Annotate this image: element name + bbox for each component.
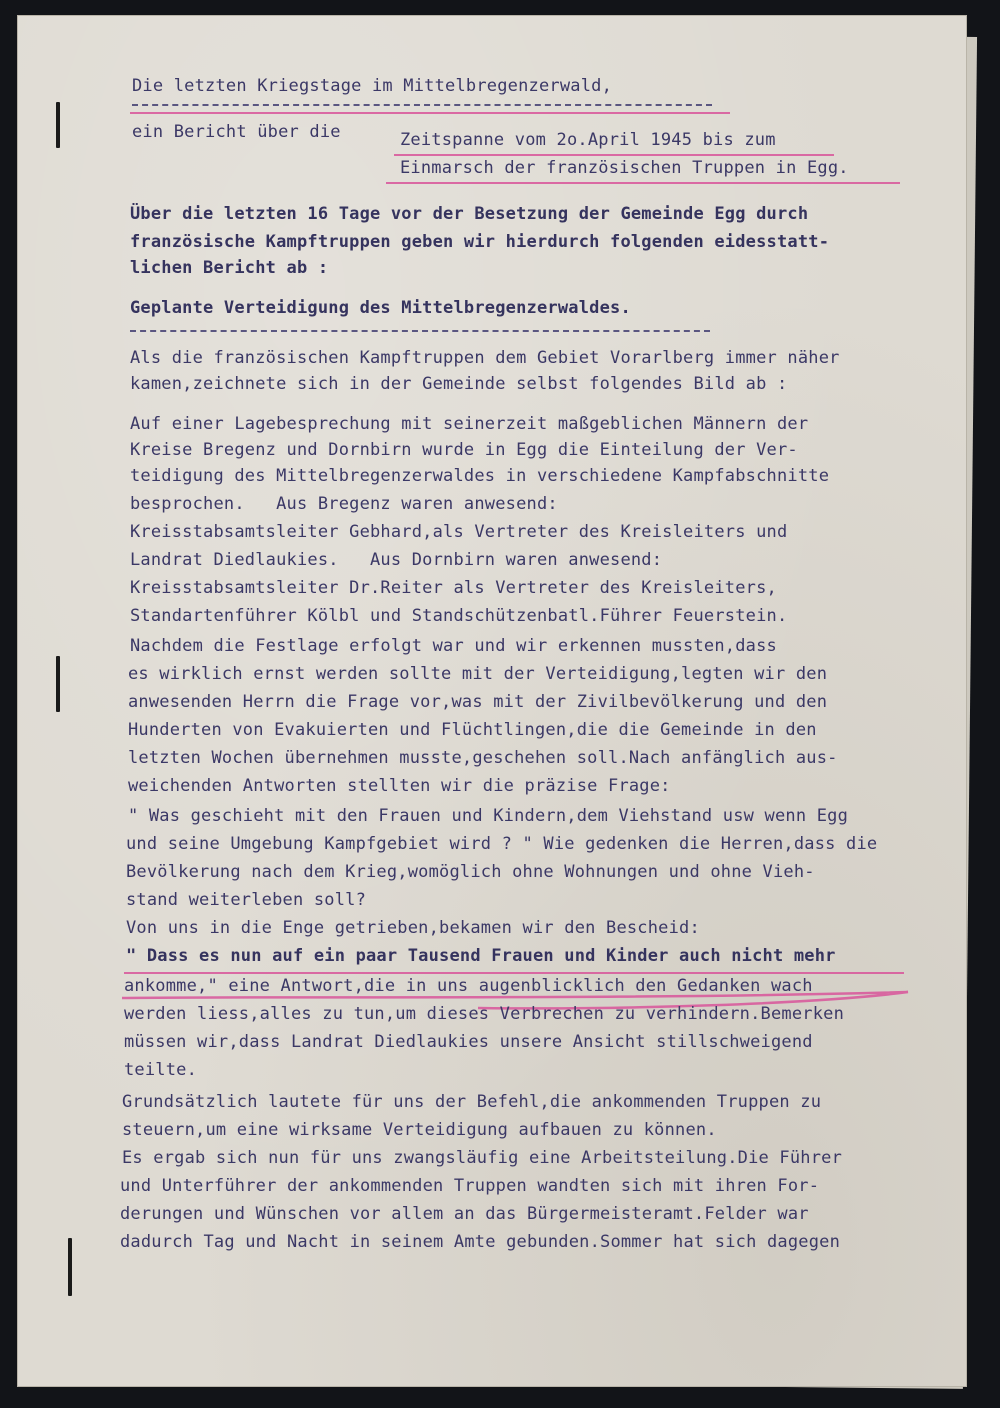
title-highlight-line bbox=[130, 112, 730, 114]
body-line: " Was geschieht mit den Frauen und Kindern,dem Viehstand usw wenn Egg bbox=[128, 806, 849, 826]
body-line: dadurch Tag und Nacht in seinem Amte gebunden.Sommer hat sich dagegen bbox=[120, 1232, 841, 1252]
body-line: Es ergab sich nun für uns zwangsläufig eine Arbeitsteilung.Die Führer bbox=[122, 1148, 843, 1168]
body-line: Auf einer Lagebesprechung mit seinerzeit maßgeblichen Männern der bbox=[130, 414, 809, 434]
body-line: weichenden Antworten stellten wir die präzise Frage: bbox=[128, 776, 671, 796]
body-line: besprochen. Aus Bregenz waren anwesend: bbox=[130, 494, 558, 514]
binding-mark-bottom bbox=[68, 1238, 72, 1296]
body-line: Landrat Diedlaukies. Aus Dornbirn waren anwesend: bbox=[130, 550, 663, 570]
typewritten-page bbox=[18, 16, 966, 1386]
body-line: " Dass es nun auf ein paar Tausend Frauen und Kinder auch nicht mehr bbox=[126, 946, 836, 966]
body-line: steuern,um eine wirksame Verteidigung aufbauen zu können. bbox=[122, 1120, 717, 1140]
body-line: derungen und Wünschen vor allem an das Bürgermeisteramt.Felder war bbox=[120, 1204, 809, 1224]
title-underline bbox=[132, 104, 712, 106]
section-heading-underline bbox=[130, 330, 710, 332]
body-line: Nachdem die Festlage erfolgt war und wir erkennen mussten,dass bbox=[130, 636, 777, 656]
body-line: Grundsätzlich lautete für uns der Befehl,die ankommenden Truppen zu bbox=[122, 1092, 822, 1112]
body-line: es wirklich ernst werden sollte mit der Verteidigung,legten wir den bbox=[128, 664, 828, 684]
binding-mark-middle bbox=[56, 656, 60, 712]
body-line: Bevölkerung nach dem Krieg,womöglich ohne Wohnungen und ohne Vieh- bbox=[126, 862, 815, 882]
intro-line-3: lichen Bericht ab : bbox=[130, 258, 329, 278]
body-line: anwesenden Herrn die Frage vor,was mit der Zivilbevölkerung und den bbox=[128, 692, 828, 712]
body-line: und seine Umgebung Kampfgebiet wird ? " Wie gedenken die Herren,dass die bbox=[126, 834, 878, 854]
body-line: Als die französischen Kampftruppen dem Gebiet Vorarlberg immer näher bbox=[130, 348, 840, 368]
subtitle-highlight-line-1 bbox=[394, 154, 834, 156]
body-line: Kreisstabsamtsleiter Dr.Reiter als Vertreter des Kreisleiters, bbox=[130, 578, 777, 598]
body-line: Standartenführer Kölbl und Standschützenbatl.Führer Feuerstein. bbox=[130, 606, 788, 626]
body-line: letzten Wochen übernehmen musste,geschehen soll.Nach anfänglich aus- bbox=[128, 748, 838, 768]
body-line: teidigung des Mittelbregenzerwaldes in verschiedene Kampfabschnitte bbox=[130, 466, 830, 486]
body-line: ankomme," eine Antwort,die in uns augenblicklich den Gedanken wach bbox=[124, 976, 813, 996]
subtitle-highlight-line-2 bbox=[386, 182, 900, 184]
body-line: kamen,zeichnete sich in der Gemeinde selbst folgendes Bild ab : bbox=[130, 374, 788, 394]
intro-line-1: Über die letzten 16 Tage vor der Besetzung der Gemeinde Egg durch bbox=[130, 204, 809, 224]
body-line: und Unterführer der ankommenden Truppen wandten sich mit ihren For- bbox=[120, 1176, 820, 1196]
binding-mark-top bbox=[56, 102, 60, 148]
body-line: werden liess,alles zu tun,um dieses Verbrechen zu verhindern.Bemerken bbox=[124, 1004, 845, 1024]
body-line: Kreisstabsamtsleiter Gebhard,als Vertreter des Kreisleiters und bbox=[130, 522, 788, 542]
subtitle-right-line-1: Zeitspanne vom 2o.April 1945 bis zum bbox=[400, 130, 776, 150]
body-line: Hunderten von Evakuierten und Flüchtlingen,die die Gemeinde in den bbox=[128, 720, 817, 740]
body-line: müssen wir,dass Landrat Diedlaukies unsere Ansicht stillschweigend bbox=[124, 1032, 813, 1052]
section-heading: Geplante Verteidigung des Mittelbregenzerwaldes. bbox=[130, 298, 631, 318]
intro-line-2: französische Kampftruppen geben wir hierdurch folgenden eidesstatt- bbox=[130, 232, 830, 252]
subtitle-left: ein Bericht über die bbox=[132, 122, 341, 142]
body-line: Kreise Bregenz und Dornbirn wurde in Egg die Einteilung der Ver- bbox=[130, 440, 798, 460]
quote-highlight-line-1 bbox=[124, 972, 904, 974]
subtitle-right-line-2: Einmarsch der französischen Truppen in Egg. bbox=[400, 158, 849, 178]
body-line: stand weiterleben soll? bbox=[126, 890, 367, 910]
document-title: Die letzten Kriegstage im Mittelbregenzerwald, bbox=[132, 76, 613, 96]
body-line: Von uns in die Enge getrieben,bekamen wir den Bescheid: bbox=[126, 918, 700, 938]
body-line: teilte. bbox=[124, 1060, 198, 1080]
